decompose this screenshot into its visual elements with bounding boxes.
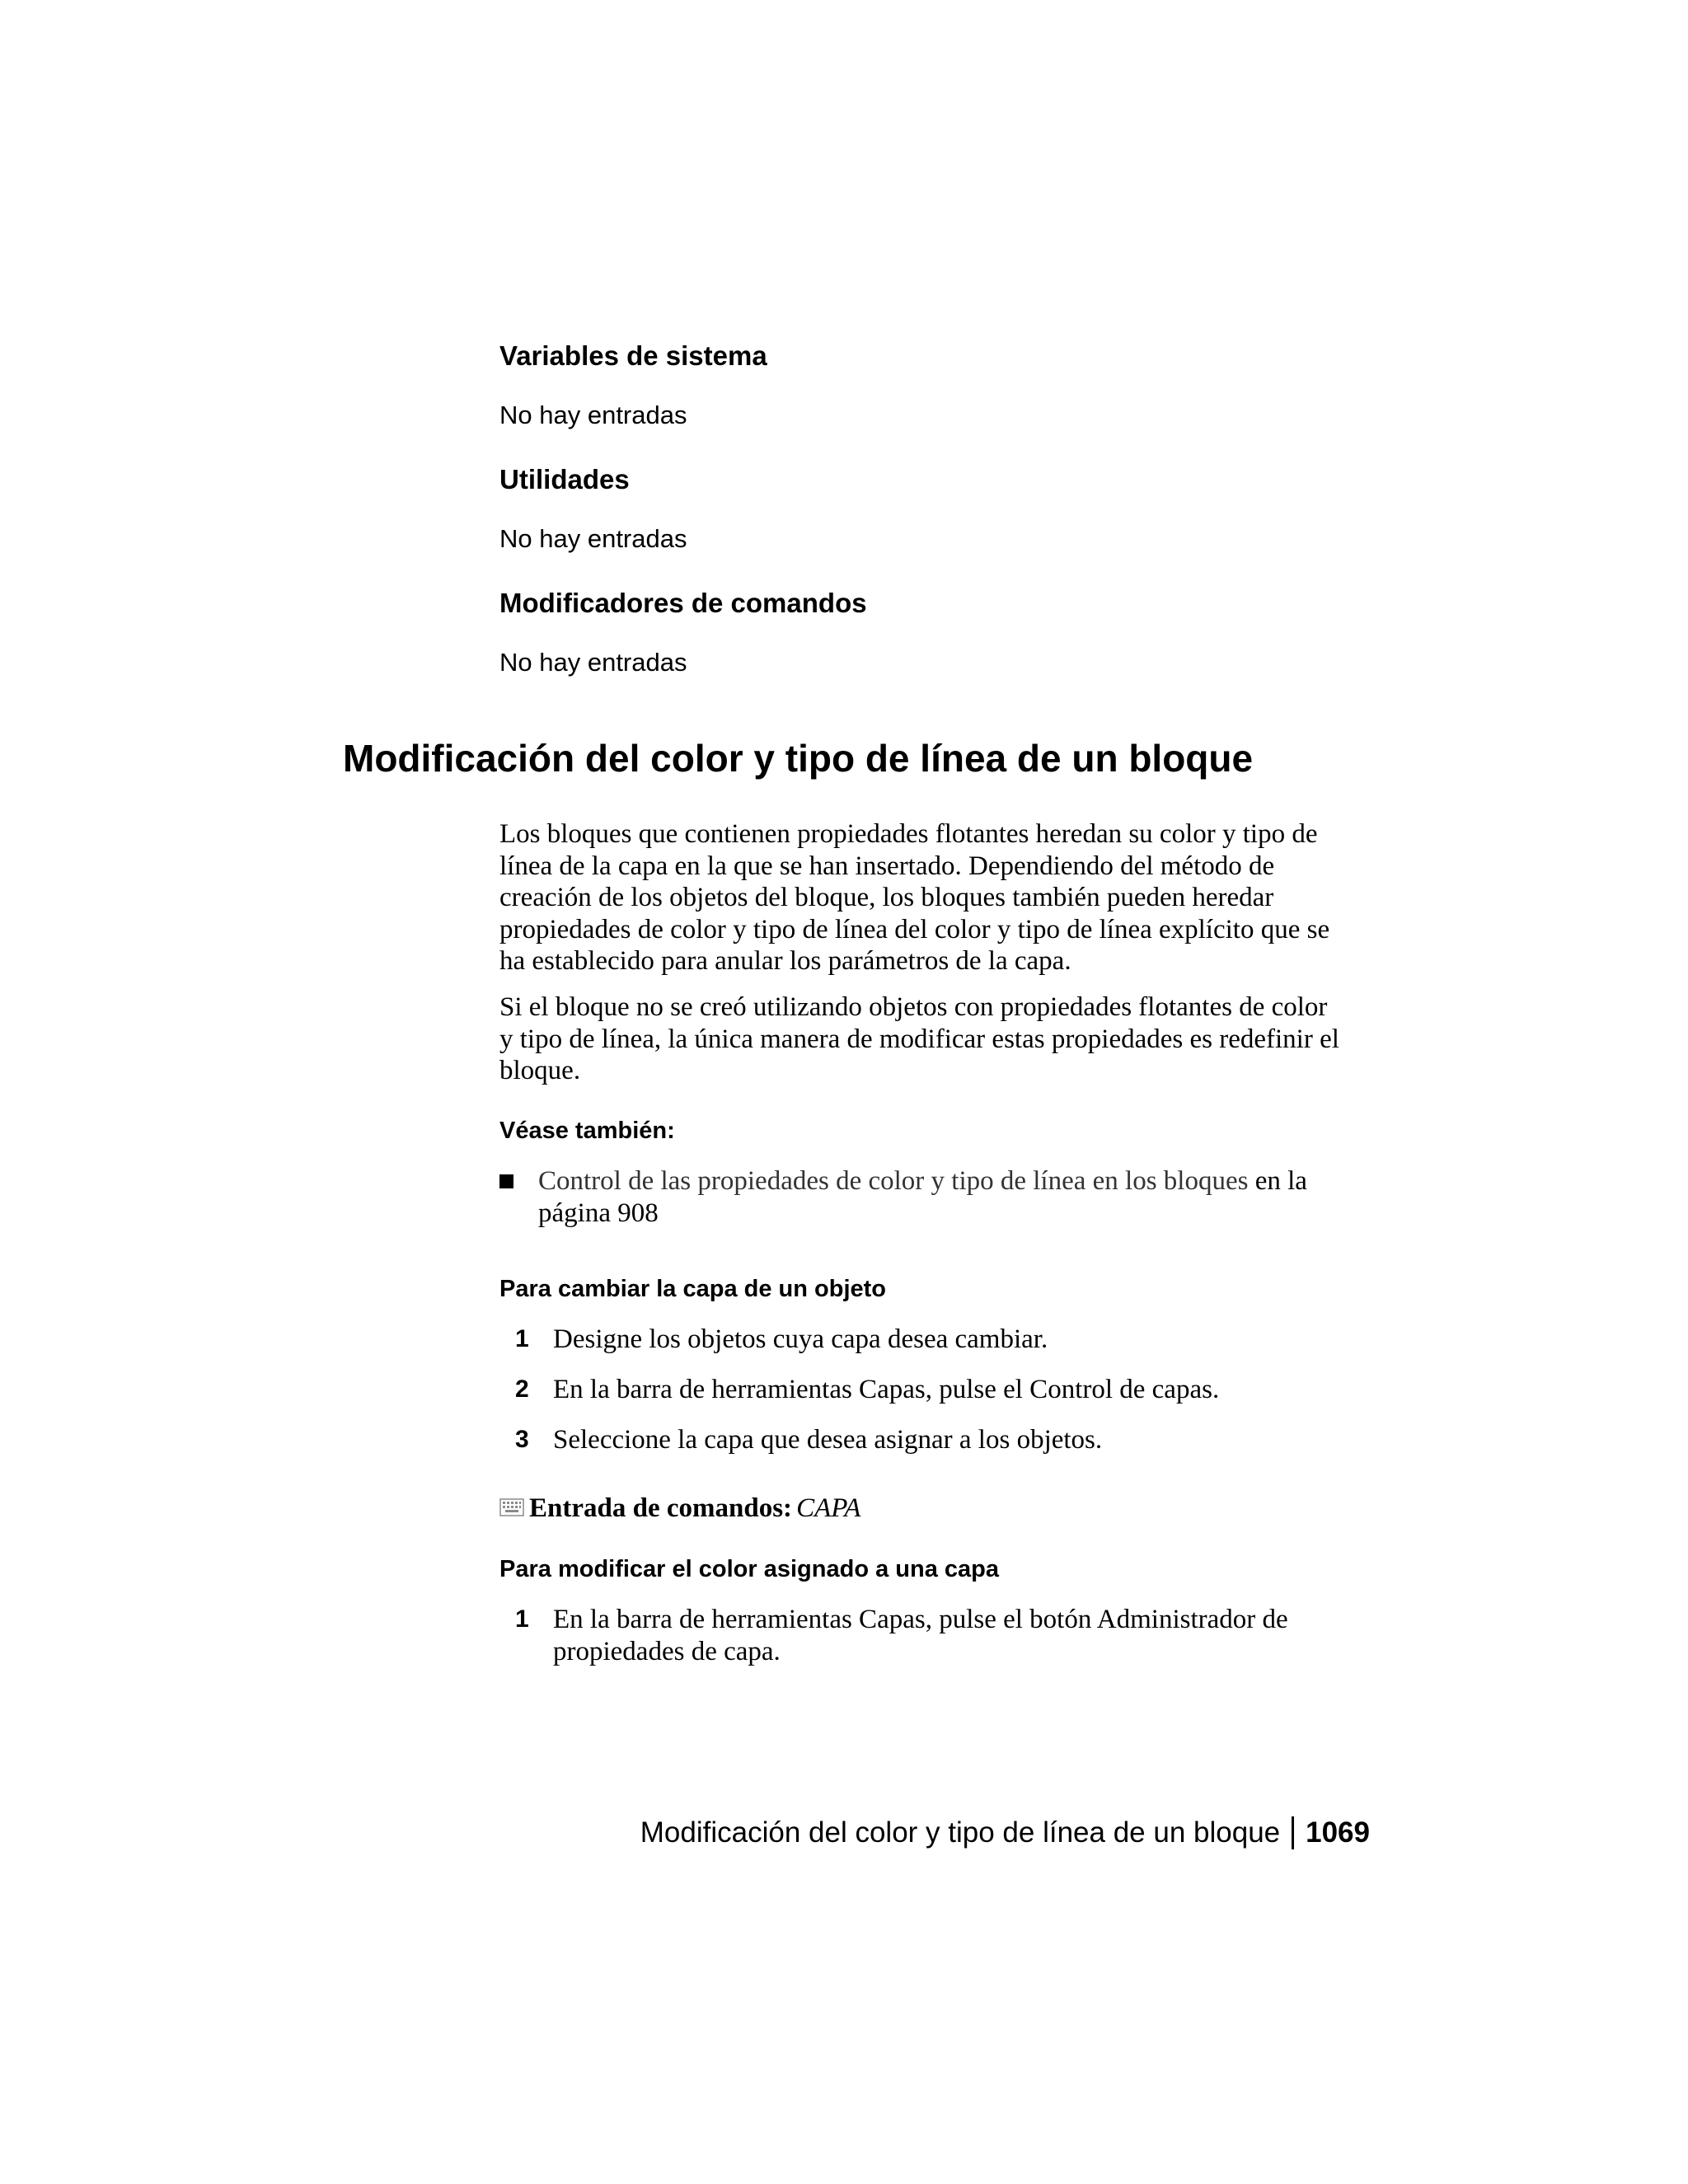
- command-entry-label: Entrada de comandos:: [529, 1493, 793, 1523]
- section-body-utilidades: No hay entradas: [499, 524, 687, 553]
- paragraph-2-line: y tipo de línea, la única manera de modificar estas propiedades es redefinir el: [499, 1024, 1339, 1054]
- main-heading: Modificación del color y tipo de línea de un bloque: [343, 737, 1254, 780]
- paragraph-2: [499, 991, 1390, 1087]
- step-number: 1: [515, 1325, 529, 1352]
- step-text: Designe los objetos cuya capa desea cambiar.: [553, 1324, 1048, 1354]
- paragraph-1-line: ha establecido para anular los parámetros de la capa.: [499, 946, 1071, 976]
- page-number: 1069: [1306, 1816, 1370, 1849]
- keyboard-icon: [499, 1498, 524, 1516]
- step-number: 3: [515, 1426, 529, 1453]
- paragraph-1-line: creación de los objetos del bloque, los bloques también pueden heredar: [499, 883, 1274, 912]
- footer-title: Modificación del color y tipo de línea de un bloque: [640, 1816, 1281, 1849]
- see-also-item: [538, 1165, 1307, 1197]
- command-entry: [529, 1492, 860, 1525]
- paragraph-1-line: propiedades de color y tipo de línea del color y tipo de línea explícito que se: [499, 914, 1330, 944]
- section-heading-modificadores: Modificadores de comandos: [499, 588, 867, 618]
- see-also-label: Véase también:: [499, 1118, 675, 1144]
- section-body-variables: No hay entradas: [499, 401, 687, 429]
- section-body-modificadores: No hay entradas: [499, 648, 687, 677]
- procedure-1-heading: Para cambiar la capa de un objeto: [499, 1276, 886, 1302]
- see-also-suffix: en la: [1248, 1166, 1307, 1196]
- footer-separator: [1292, 1816, 1294, 1849]
- step-text-line-2: propiedades de capa.: [553, 1637, 781, 1666]
- page-footer: [640, 1815, 1370, 1851]
- command-entry-value: CAPA: [796, 1493, 861, 1523]
- step-number: 2: [515, 1376, 529, 1403]
- paragraph-1-line: línea de la capa en la que se han insertado. Dependiendo del método de: [499, 851, 1275, 881]
- see-also-link[interactable]: Control de las propiedades de color y tipo de línea en los bloques: [538, 1166, 1249, 1196]
- section-heading-variables: Variables de sistema: [499, 340, 767, 371]
- see-also-page: página 908: [538, 1198, 659, 1228]
- bullet-square-icon: [499, 1174, 513, 1188]
- step-text-line-1: En la barra de herramientas Capas, pulse el botón Administrador de: [553, 1605, 1288, 1634]
- step-text: En la barra de herramientas Capas, pulse el Control de capas.: [553, 1375, 1220, 1404]
- step-text: Seleccione la capa que desea asignar a los objetos.: [553, 1425, 1103, 1455]
- paragraph-1-line: Los bloques que contienen propiedades flotantes heredan su color y tipo de: [499, 819, 1318, 849]
- step-number: 1: [515, 1605, 529, 1633]
- procedure-2-heading: Para modificar el color asignado a una capa: [499, 1556, 999, 1582]
- paragraph-2-line: Si el bloque no se creó utilizando objetos con propiedades flotantes de color: [499, 992, 1328, 1022]
- paragraph-2-line: bloque.: [499, 1056, 581, 1085]
- section-heading-utilidades: Utilidades: [499, 464, 630, 494]
- paragraph-1: [499, 818, 1390, 977]
